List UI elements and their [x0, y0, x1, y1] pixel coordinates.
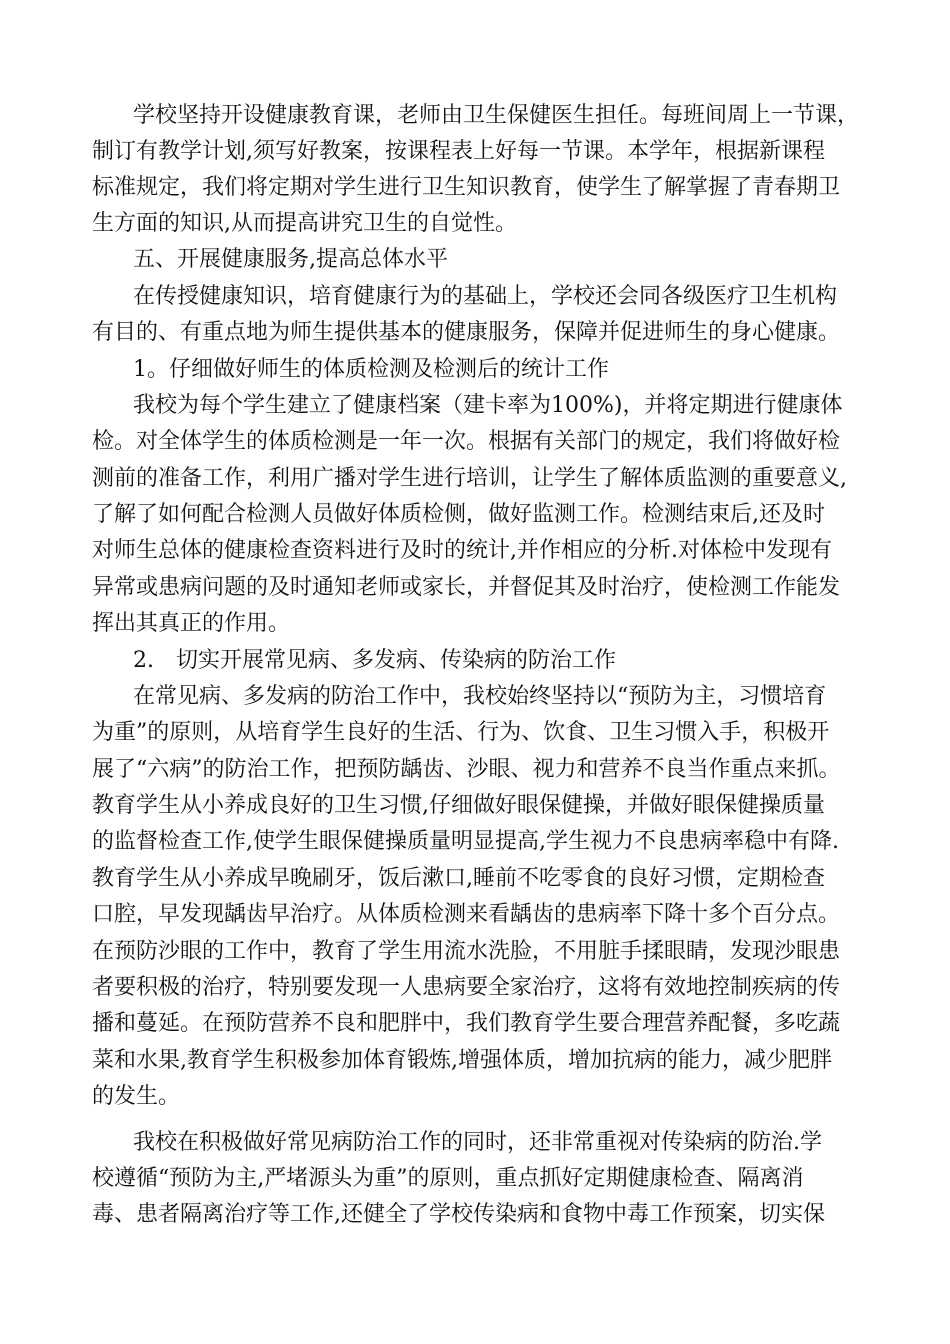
paragraph-line-14: 异常或患病问题的及时通知老师或家长，并督促其及时治疗，使检测工作能发 — [92, 575, 841, 600]
subheading-2: 2. 切实开展常见病、多发病、传染病的防治工作 — [133, 648, 616, 673]
paragraph-line-7: 有目的、有重点地为师生提供基本的健康服务，保障并促进师生的身心健康。 — [92, 320, 841, 345]
subheading-1: 1。仔细做好师生的体质检测及检测后的统计工作 — [133, 357, 609, 382]
paragraph-line-24: 在预防沙眼的工作中，教育了学生用流水洗脸，不用脏手揉眼睛，发现沙眼患 — [92, 939, 841, 964]
paragraph-line-25: 者要积极的治疗，特别要发现一人患病要全家治疗，这将有效地控制疾病的传 — [92, 975, 841, 1000]
paragraph-line-28: 的发生。 — [92, 1084, 181, 1109]
paragraph-line-27: 菜和水果,教育学生积极参加体育锻炼,增强体质，增加抗病的能力，减少肥胖 — [92, 1048, 832, 1073]
paragraph-line-10: 检。对全体学生的体质检测是一年一次。根据有关部门的规定，我们将做好检 — [92, 429, 841, 454]
paragraph-line-30: 校遵循“预防为主,严堵源头为重”的原则，重点抓好定期健康检查、隔离消 — [92, 1166, 804, 1191]
paragraph-line-11: 测前的准备工作，利用广播对学生进行培训，让学生了解体质监测的重要意义, — [92, 466, 847, 491]
paragraph-line-31: 毒、患者隔离治疗等工作,还健全了学校传染病和食物中毒工作预案，切实保 — [92, 1202, 825, 1227]
paragraph-line-1: 学校坚持开设健康教育课，老师由卫生保健医生担任。每班间周上一节课， — [133, 103, 860, 128]
section-heading-5: 五、开展健康服务,提高总体水平 — [133, 247, 448, 272]
paragraph-line-6: 在传授健康知识，培育健康行为的基础上，学校还会同各级医疗卫生机构 — [133, 284, 838, 309]
paragraph-line-2: 制订有教学计划,须写好教案，按课程表上好每一节课。本学年，根据新课程 — [92, 139, 825, 164]
paragraph-line-22: 教育学生从小养成早晚刷牙，饭后漱口,睡前不吃零食的良好习惯，定期检查 — [92, 866, 825, 891]
paragraph-line-21: 的监督检查工作,使学生眼保健操质量明显提高,学生视力不良患病率稳中有降. — [92, 829, 839, 854]
paragraph-line-13: 对师生总体的健康检查资料进行及时的统计,并作相应的分析.对体检中发现有 — [92, 538, 832, 563]
paragraph-line-29: 我校在积极做好常见病防治工作的同时，还非常重视对传染病的防治.学 — [133, 1130, 822, 1155]
paragraph-line-26: 播和蔓延。在预防营养不良和肥胖中，我们教育学生要合理营养配餐，多吃蔬 — [92, 1011, 841, 1036]
paragraph-line-23: 口腔，早发现龋齿早治疗。从体质检测来看龋齿的患病率下降十多个百分点。 — [92, 902, 841, 927]
paragraph-line-19: 展了“六病”的防治工作，把预防龋齿、沙眼、视力和营养不良当作重点来抓。 — [92, 757, 841, 782]
paragraph-line-17: 在常见病、多发病的防治工作中，我校始终坚持以“预防为主，习惯培育 — [133, 684, 827, 709]
paragraph-line-18: 为重”的原则，从培育学生良好的生活、行为、饮食、卫生习惯入手，积极开 — [92, 720, 830, 745]
paragraph-line-15: 挥出其真正的作用。 — [92, 611, 291, 636]
paragraph-line-4: 生方面的知识,从而提高讲究卫生的自觉性。 — [92, 211, 517, 236]
paragraph-line-9: 我校为每个学生建立了健康档案（建卡率为100%)，并将定期进行健康体 — [133, 393, 843, 418]
paragraph-line-20: 教育学生从小养成良好的卫生习惯,仔细做好眼保健操，并做好眼保健操质量 — [92, 793, 825, 818]
paragraph-line-12: 了解了如何配合检测人员做好体质检侧，做好监测工作。检测结束后,还及时 — [92, 502, 825, 527]
paragraph-line-3: 标准规定，我们将定期对学生进行卫生知识教育，使学生了解掌握了青春期卫 — [92, 175, 841, 200]
